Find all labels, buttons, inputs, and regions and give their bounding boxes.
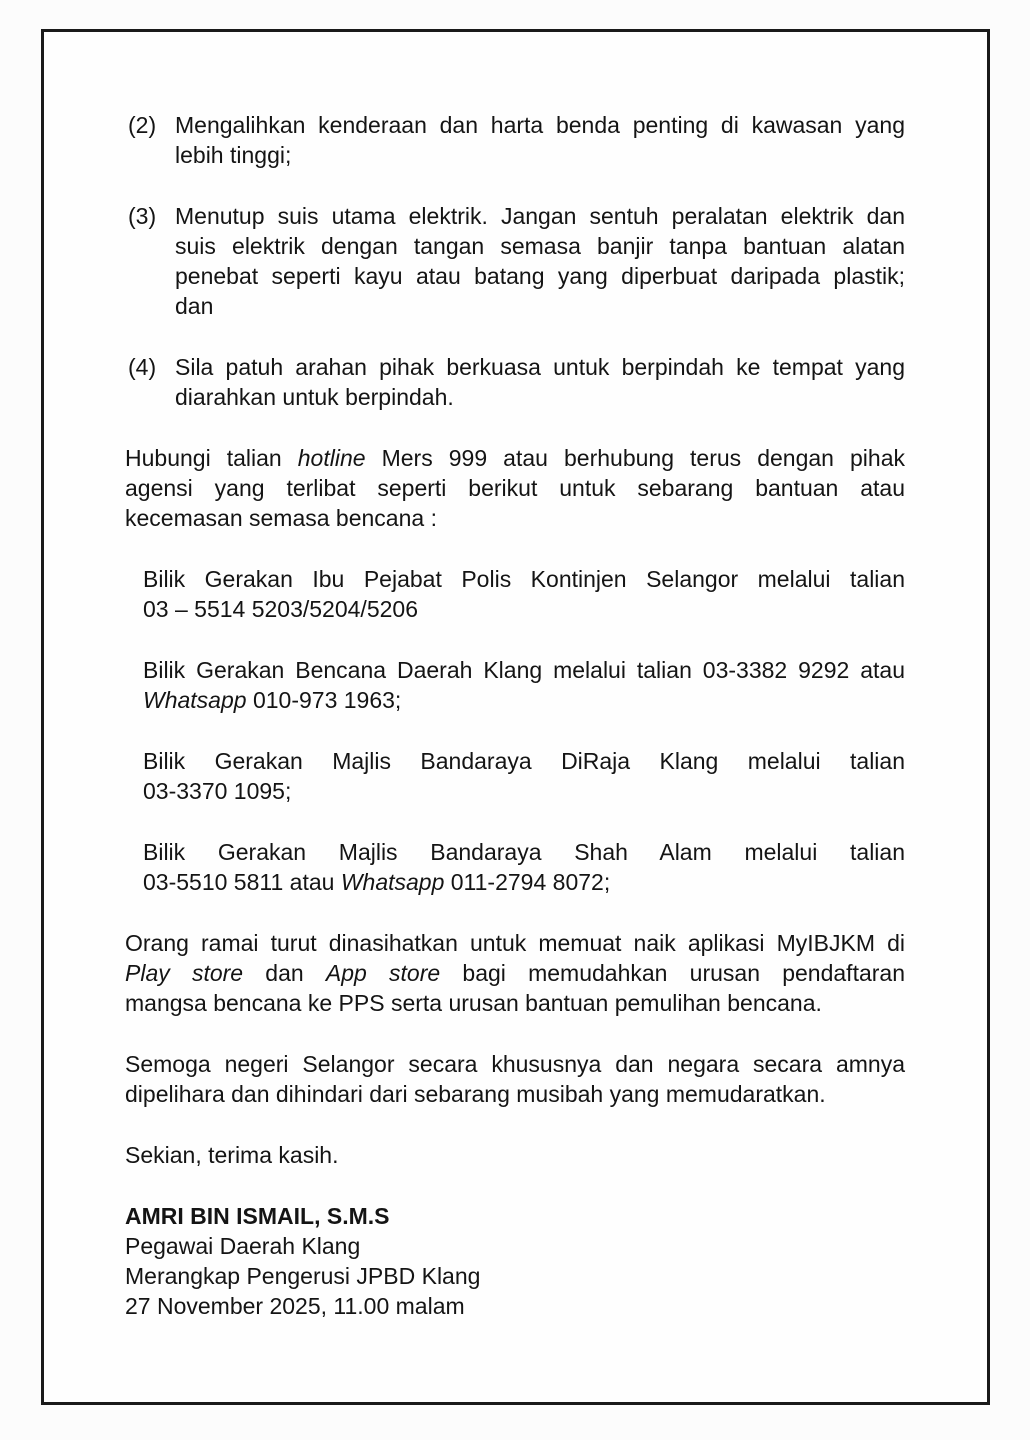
list-item-number: (3) [128, 203, 157, 229]
text-run: Menutup suis utama elektrik. Jangan sentuh peralatan elektrik dan [175, 203, 905, 229]
text-line [143, 655, 905, 685]
list-item-number: (2) [128, 112, 157, 138]
list-item-number: (4) [128, 354, 157, 380]
signature-block [125, 1201, 905, 1321]
text-line [125, 928, 905, 958]
text-run: Mers 999 atau berhubung terus dengan pihak [365, 445, 905, 471]
text-run: Whatsapp [143, 687, 247, 713]
text-line [175, 352, 905, 382]
text-line [125, 503, 905, 533]
contact-mbdk-ops-room [143, 746, 905, 806]
text-line [175, 201, 905, 231]
text-run: Sila patuh arahan pihak berkuasa untuk berpindah ke tempat yang [175, 354, 905, 380]
text-line [125, 473, 905, 503]
list-item-text [175, 352, 905, 412]
text-run: Semoga negeri Selangor secara khususnya dan negara secara amnya [125, 1051, 905, 1077]
paragraph-hotline [125, 443, 905, 533]
text-line [143, 746, 905, 776]
text-run: 011-2794 8072; [444, 869, 611, 895]
text-line [143, 685, 905, 715]
letter-body [44, 32, 987, 1402]
text-run: dan [243, 960, 326, 986]
text-run: Bilik Gerakan Majlis Bandaraya DiRaja Klang melalui talian [143, 748, 905, 774]
numbered-item-3 [125, 201, 905, 321]
text-run: Play store [125, 960, 244, 986]
text-line [143, 867, 905, 897]
text-line [175, 382, 905, 412]
text-run: Whatsapp [340, 869, 445, 895]
paragraph-closing-wish [125, 1049, 905, 1109]
text-line [175, 231, 905, 261]
text-run: 03-5510 5811 atau [143, 869, 341, 895]
text-run: Sekian, terima kasih. [125, 1142, 339, 1168]
text-line [125, 958, 905, 988]
text-run: lebih tinggi; [175, 142, 292, 168]
text-line [125, 1079, 905, 1109]
text-run: Bilik Gerakan Ibu Pejabat Polis Kontinjen Selangor melalui talian [143, 566, 905, 592]
text-run: 03-3370 1095; [143, 778, 292, 804]
text-line [143, 594, 905, 624]
text-run: penebat seperti kayu atau batang yang diperbuat daripada plastik; [175, 263, 905, 289]
text-run: Bilik Gerakan Bencana Daerah Klang melalui talian 03-3382 9292 atau [143, 657, 905, 683]
list-item-text [175, 110, 905, 170]
text-run: mangsa bencana ke PPS serta urusan bantuan pemulihan bencana. [125, 990, 822, 1016]
contact-police-ops-room [143, 564, 905, 624]
text-line [175, 140, 905, 170]
text-run: suis elektrik dengan tangan semasa banjir tanpa bantuan alatan [175, 233, 905, 259]
text-run: diarahkan untuk berpindah. [175, 384, 454, 410]
page-border-frame [41, 29, 990, 1405]
text-run: Bilik Gerakan Majlis Bandaraya Shah Alam melalui talian [143, 839, 905, 865]
text-line [125, 988, 905, 1018]
text-run: 010-973 1963; [246, 687, 402, 713]
text-line [143, 837, 905, 867]
list-item-text [175, 201, 905, 321]
text-line [175, 110, 905, 140]
contact-klang-disaster-ops-room [143, 655, 905, 715]
text-line [125, 1140, 905, 1170]
text-run: agensi yang terlibat seperti berikut untuk sebarang bantuan atau [125, 475, 905, 501]
signatory-title: Pegawai Daerah Klang [125, 1233, 361, 1259]
text-run: 03 – 5514 5203/5204/5206 [143, 596, 418, 622]
text-line [143, 776, 905, 806]
paragraph-thanks [125, 1140, 905, 1170]
text-line [175, 261, 905, 291]
text-run: Mengalihkan kenderaan dan harta benda penting di kawasan yang [175, 112, 905, 138]
text-run: hotline [297, 445, 366, 471]
paragraph-app-advice [125, 928, 905, 1018]
text-run: App store [325, 960, 441, 986]
text-run: Hubungi talian [125, 445, 298, 471]
signatory-name: AMRI BIN ISMAIL, S.M.S [125, 1203, 390, 1229]
numbered-item-2 [125, 110, 905, 170]
text-line [125, 1049, 905, 1079]
text-run: dan [175, 293, 214, 319]
contact-mbsa-ops-room [143, 837, 905, 897]
text-line [143, 564, 905, 594]
signatory-role: Merangkap Pengerusi JPBD Klang [125, 1263, 481, 1289]
text-run: Orang ramai turut dinasihatkan untuk memuat naik aplikasi MyIBJKM di [125, 930, 905, 956]
text-line [125, 443, 905, 473]
text-run: dipelihara dan dihindari dari sebarang musibah yang memudaratkan. [125, 1081, 826, 1107]
text-run: bagi memudahkan urusan pendaftaran [440, 960, 905, 986]
text-run: kecemasan semasa bencana : [125, 505, 437, 531]
text-line [175, 291, 905, 321]
numbered-item-4 [125, 352, 905, 412]
letter-datetime: 27 November 2025, 11.00 malam [125, 1293, 465, 1319]
